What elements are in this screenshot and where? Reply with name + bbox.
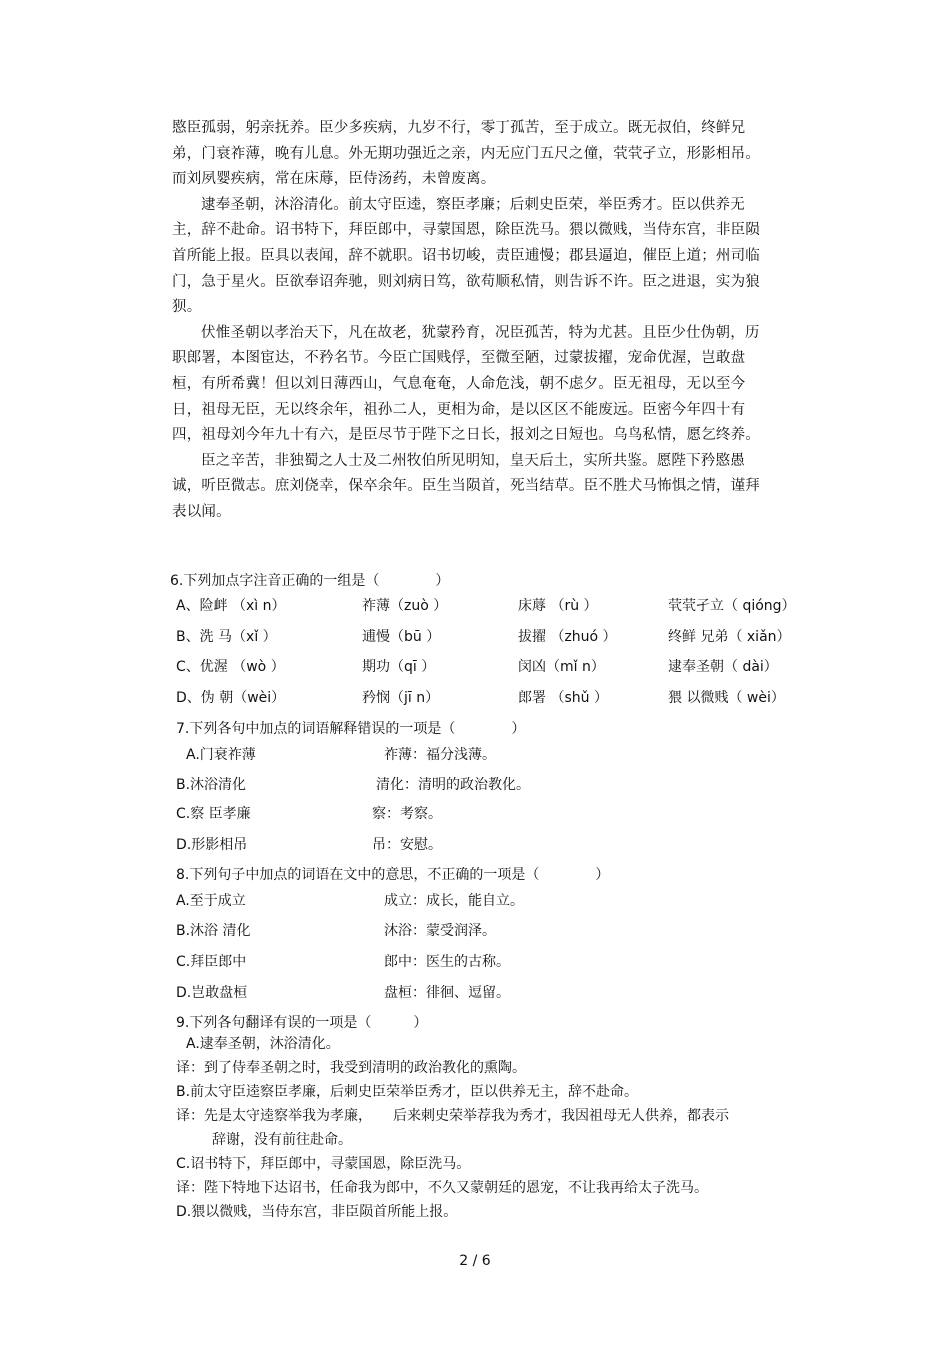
question-9-translation-a: 译：到了侍奉圣朝之时，我受到清明的政治教化的熏陶。 xyxy=(176,1060,526,1076)
question-6-option-b xyxy=(176,626,816,650)
question-6-option-c xyxy=(176,656,816,680)
option-cell: B、洗 马（xǐ ） xyxy=(176,629,277,645)
question-8-option-a: A.至于成立 xyxy=(176,893,246,909)
passage xyxy=(172,116,772,526)
question-9-body xyxy=(176,1032,776,1224)
option-cell: 逋慢（bū ） xyxy=(362,629,441,645)
option-cell: 矜悯（jī n） xyxy=(362,690,440,706)
question-6-stem: 6.下列加点字注音正确的一组是（ ） xyxy=(170,573,450,589)
question-7-explanation-c: 察：考察。 xyxy=(372,806,442,822)
question-8-option-c: C.拜臣郎中 xyxy=(176,954,247,970)
question-9-option-d: D.猥以微贱，当侍东宫，非臣陨首所能上报。 xyxy=(176,1204,458,1220)
question-9-option-c: C.诏书特下，拜臣郎中，寻蒙国恩，除臣洗马。 xyxy=(176,1156,471,1172)
question-9-stem: 9.下列各句翻译有误的一项是（ ） xyxy=(176,1015,428,1031)
option-cell: 终鲜 兄弟（ xiǎn） xyxy=(668,629,791,645)
question-6-option-d xyxy=(176,687,816,711)
question-7-explanation-a: 祚薄：福分浅薄。 xyxy=(384,747,496,763)
option-cell: 闵凶（mǐ n） xyxy=(518,659,605,675)
passage-paragraph-4: 臣之辛苦，非独蜀之人士及二州牧伯所见明知，皇天后土，实所共鉴。愿陛下矜愍愚诚，听臣微志。庶刘侥幸，保卒余年。臣生当陨首，死当结草。臣不胜犬马怖惧之情，谨拜表以闻。 xyxy=(172,452,760,520)
question-6-option-a xyxy=(176,595,816,619)
option-cell: A、险衅 （xì n） xyxy=(176,598,286,614)
question-8-option-d: D.岂敢盘桓 xyxy=(176,985,248,1001)
question-9-translation-c: 译：陛下特地下达诏书，任命我为郎中，不久又蒙朝廷的恩宠，不让我再给太子洗马。 xyxy=(176,1180,708,1196)
passage-paragraph-2: 逮奉圣朝，沐浴清化。前太守臣逵，察臣孝廉；后刺史臣荣，举臣秀才。臣以供养无主，辞不赴命。诏书特下，拜臣郎中，寻蒙国恩，除臣洗马。猥以微贱，当侍东宫，非臣陨首所能上报。臣具以表闻，辞不就职。诏书切峻，责臣逋慢；郡县逼迫，催臣上道；州司临门，急于星火。臣欲奉诏奔驰，则刘病日笃，欲苟顺私情，则告诉不许。臣之进退，实为狼狈。 xyxy=(172,196,760,316)
question-8-explanation-b: 沐浴：蒙受润泽。 xyxy=(384,923,496,939)
question-9-option-b: B.前太守臣逵察臣孝廉，后刺史臣荣举臣秀才，臣以供养无主，辞不赴命。 xyxy=(176,1084,639,1100)
question-8-explanation-d: 盘桓：徘徊、逗留。 xyxy=(384,985,510,1001)
question-7-explanation-d: 吊：安慰。 xyxy=(372,837,442,853)
question-7-stem: 7.下列各句中加点的词语解释错误的一项是（ ） xyxy=(176,721,526,737)
passage-paragraph-1: 愍臣孤弱，躬亲抚养。臣少多疾病，九岁不行，零丁孤苦，至于成立。既无叔伯，终鲜兄弟，门衰祚薄，晚有儿息。外无期功强近之亲，内无应门五尺之僮，茕茕孑立，形影相吊。而刘夙婴疾病，常在床蓐，臣侍汤药，未曾废离。 xyxy=(172,120,760,188)
question-9-translation-b-continued: 辞谢，没有前往赴命。 xyxy=(212,1132,352,1148)
option-cell: 期功（qī ） xyxy=(362,659,436,675)
option-cell: C、优渥 （wò ） xyxy=(176,659,285,675)
question-8-explanation-a: 成立：成长，能自立。 xyxy=(384,893,524,909)
option-cell: 猥 以微贱（ wèi） xyxy=(668,690,785,706)
question-7-explanation-b: 清化：清明的政治教化。 xyxy=(376,777,530,793)
question-7-option-a: A.门衰祚薄 xyxy=(186,747,256,763)
passage-paragraph-3: 伏惟圣朝以孝治天下，凡在故老，犹蒙矜育，况臣孤苦，特为尤甚。且臣少仕伪朝，历职郎署，本图宦达，不矜名节。今臣亡国贱俘，至微至陋，过蒙拔擢，宠命优渥，岂敢盘桓，有所希冀！但以刘日薄西山，气息奄奄，人命危浅，朝不虑夕。臣无祖母，无以至今日，祖母无臣，无以终余年，祖孙二人，更相为命，是以区区不能废远。臣密今年四十有四，祖母刘今年九十有六，是臣尽节于陛下之日长，报刘之日短也。乌鸟私情，愿乞终养。 xyxy=(172,324,760,444)
option-cell: 床蓐 （rù ） xyxy=(518,598,598,614)
question-9-translation-b: 译：先是太守逵察举我为孝廉， 后来刺史荣举荐我为秀才，我因祖母无人供养，都表示 xyxy=(176,1108,729,1124)
question-8-explanation-c: 郎中：医生的古称。 xyxy=(384,954,510,970)
option-cell: 逮奉圣朝（ dài） xyxy=(668,659,778,675)
question-7-option-b: B.沐浴清化 xyxy=(176,777,247,793)
question-9-option-a: A.逮奉圣朝，沐浴清化。 xyxy=(186,1036,340,1052)
question-8-option-b: B.沐浴 清化 xyxy=(176,923,251,939)
option-cell: 郎署 （shǔ ） xyxy=(518,690,608,706)
option-cell: 拔擢 （zhuó ） xyxy=(518,629,617,645)
option-cell: 茕茕孑立（ qióng） xyxy=(668,598,796,614)
question-7-option-c: C.察 臣孝廉 xyxy=(176,806,251,822)
question-8-stem: 8.下列句子中加点的词语在文中的意思，不正确的一项是（ ） xyxy=(176,867,610,883)
page-number: 2 / 6 xyxy=(459,1253,491,1269)
option-cell: 祚薄（zuò ） xyxy=(362,598,448,614)
option-cell: D、伪 朝（wèi） xyxy=(176,690,286,706)
question-7-option-d: D.形影相吊 xyxy=(176,837,248,853)
